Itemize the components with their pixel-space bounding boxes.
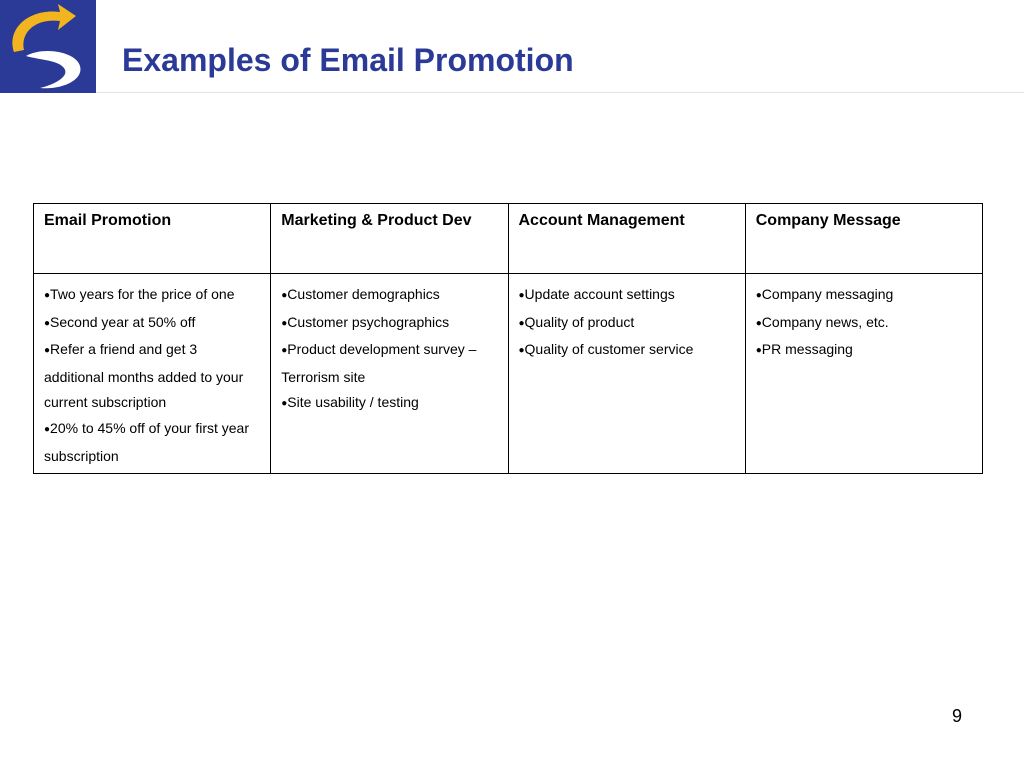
column-header: Email Promotion bbox=[34, 204, 271, 274]
bullet-icon: ● bbox=[44, 423, 51, 435]
bullet-icon: ● bbox=[44, 345, 51, 357]
column-header: Marketing & Product Dev bbox=[271, 204, 508, 274]
table-header-row bbox=[34, 204, 983, 274]
list-item-text: PR messaging bbox=[761, 341, 853, 358]
list-item-text: Quality of product bbox=[524, 313, 635, 330]
list-item-text: Update account settings bbox=[524, 286, 675, 302]
bullet-icon: ● bbox=[755, 290, 762, 301]
list-item bbox=[281, 310, 497, 338]
list-item-text: Refer a friend and get 3 additional months added to your current subscription bbox=[44, 341, 244, 411]
bullet-icon: ● bbox=[755, 317, 762, 329]
table-cell bbox=[508, 274, 745, 474]
list-item bbox=[281, 390, 497, 418]
list-item bbox=[519, 310, 735, 338]
list-item bbox=[44, 416, 260, 469]
bullet-icon: ● bbox=[44, 317, 51, 329]
company-logo bbox=[0, 0, 96, 93]
bullet-icon: ● bbox=[281, 317, 288, 329]
bullet-icon: ● bbox=[518, 290, 525, 301]
list-item-text: 20% to 45% off of your first year subscription bbox=[44, 419, 249, 464]
bullet-list bbox=[519, 282, 735, 365]
bullet-icon: ● bbox=[44, 290, 51, 301]
list-item-text: Customer demographics bbox=[287, 286, 440, 302]
list-item-text: Product development survey – Terrorism site bbox=[281, 341, 477, 385]
list-item bbox=[756, 282, 972, 310]
column-header: Account Management bbox=[508, 204, 745, 274]
s-swoosh-logo-icon bbox=[0, 0, 96, 93]
list-item-text: Company news, etc. bbox=[761, 313, 889, 330]
list-item bbox=[281, 282, 497, 310]
bullet-icon: ● bbox=[518, 345, 525, 357]
page-number: 9 bbox=[951, 706, 962, 726]
list-item-text: Second year at 50% off bbox=[50, 313, 196, 330]
list-item bbox=[281, 337, 497, 390]
bullet-icon: ● bbox=[281, 290, 288, 301]
bullet-list bbox=[281, 282, 497, 418]
list-item-text: Site usability / testing bbox=[287, 394, 419, 411]
list-item bbox=[756, 337, 972, 365]
bullet-list bbox=[756, 282, 972, 365]
list-item bbox=[756, 310, 972, 338]
list-item-text: Quality of customer service bbox=[524, 341, 694, 358]
list-item bbox=[519, 337, 735, 365]
bullet-icon: ● bbox=[518, 317, 525, 329]
list-item-text: Customer psychographics bbox=[287, 313, 450, 330]
page-title: Examples of Email Promotion bbox=[122, 42, 574, 78]
table-row bbox=[34, 274, 983, 474]
bullet-icon: ● bbox=[281, 398, 288, 410]
list-item bbox=[44, 337, 260, 416]
list-item-text: Two years for the price of one bbox=[50, 286, 235, 302]
email-promotion-table bbox=[33, 203, 983, 474]
bullet-icon: ● bbox=[281, 345, 288, 357]
table-cell bbox=[271, 274, 508, 474]
list-item-text: Company messaging bbox=[761, 286, 894, 302]
header-divider bbox=[96, 92, 1024, 93]
table-cell bbox=[745, 274, 982, 474]
table-cell bbox=[34, 274, 271, 474]
bullet-icon: ● bbox=[755, 345, 762, 357]
list-item bbox=[44, 310, 260, 338]
list-item bbox=[44, 282, 260, 310]
bullet-list bbox=[44, 282, 260, 469]
column-header: Company Message bbox=[745, 204, 982, 274]
list-item bbox=[519, 282, 735, 310]
